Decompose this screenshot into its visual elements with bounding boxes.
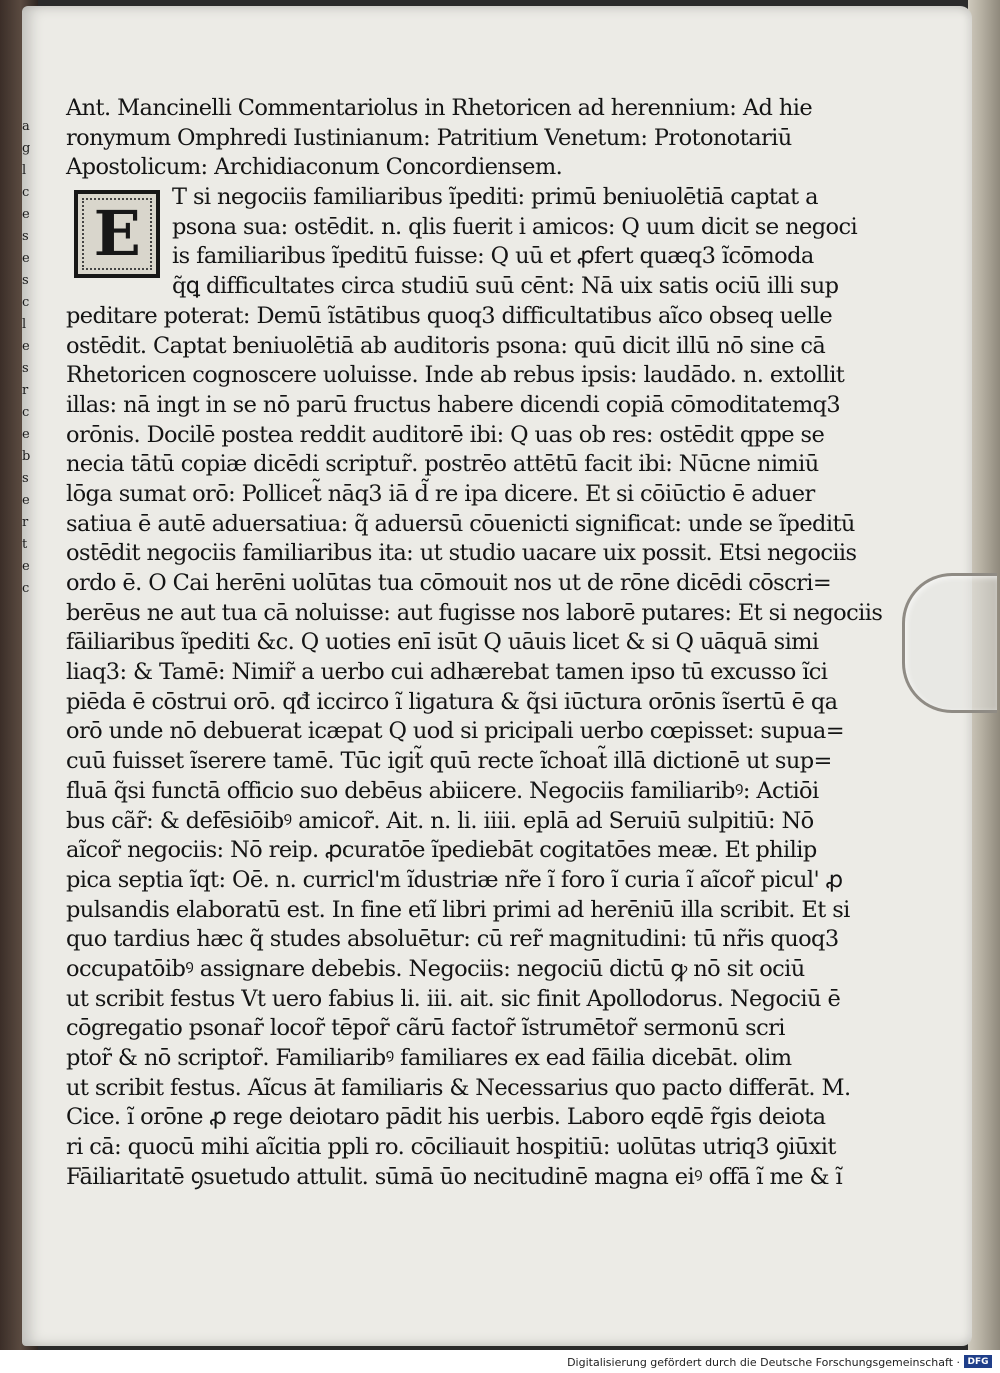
- margin-mark: g: [22, 141, 30, 156]
- text-line: quo tardius hæc q̃ studes absoluētur: cū rer̃ magnitudini: tū nr̃is quoq3: [66, 926, 839, 953]
- margin-mark: a: [22, 119, 29, 134]
- text-line: aĩcor̃ negociis: Nō reip. ꝓcuratōe ĩpediebāt cogitatōes meæ. Et philip: [66, 837, 817, 864]
- margin-mark: s: [22, 471, 28, 486]
- margin-mark: s: [22, 229, 28, 244]
- text-line: fāiliaribus ĩpediti &c. Q uoties enī isūt Q uāuis licet & si Q uāquā simi: [66, 629, 819, 656]
- text-line: q̃ꝗ difficultates circa studiū suū cēnt: Nā uix satis ociū illi sup: [172, 273, 839, 300]
- text-line: Cice. ĩ orōne ꝓ rege deiotaro pādit his uerbis. Laboro eqdē r̃gis deiota: [66, 1104, 826, 1131]
- text-line: T si negociis familiaribus ĩpediti: primū beniuolētiā captat a: [172, 184, 818, 211]
- margin-mark: r: [22, 515, 28, 530]
- heading-line: Apostolicum: Archidiaconum Concordiensem.: [66, 154, 563, 181]
- margin-mark: s: [22, 361, 28, 376]
- text-line: pulsandis elaboratū est. In fine etĩ libri primi ad herēniū illa scribit. Et si: [66, 896, 850, 923]
- page-holder-clip: [902, 573, 997, 713]
- text-line: bus cãr̃: & defēsiōibꝰ amicor̃. Ait. n. li. iiii. eplā ad Seruiū sulpitiū: Nō: [66, 807, 814, 834]
- text-line: orōnis. Docilē postea reddit auditorē ibi: Q uas ob res: ostēdit qppe se: [66, 421, 825, 448]
- text-line: ordo ē. O Cai herēni uolūtas tua cōmouit nos ut de rōne dicēdi cōscri=: [66, 570, 832, 596]
- margin-mark: s: [22, 273, 28, 288]
- text-line: berēus ne aut tua cā noluisse: aut fugisse nos laborē putares: Et si negociis: [66, 599, 883, 626]
- margin-mark: c: [22, 405, 29, 420]
- text-line: cuū fuisset ĩserere tamē. Tūc igit̃ quū recte ĩchoat̃ illā dictionē ut sup=: [66, 748, 832, 775]
- decorated-initial-letter: [74, 190, 160, 278]
- margin-mark: t: [22, 537, 27, 552]
- margin-mark: e: [22, 559, 29, 574]
- margin-mark: e: [22, 493, 29, 508]
- margin-mark: b: [22, 449, 30, 464]
- heading-line: ronymum Omphredi Iustinianum: Patritium Venetum: Protonotariū: [66, 124, 792, 151]
- text-line: ut scribit festus. Aĩcus āt familiaris & Necessarius quo pacto differāt. M.: [66, 1074, 851, 1101]
- text-line: is familiaribus ĩpeditū fuisse: Q uū et ꝓfert quæq3 ĩcōmoda: [172, 243, 814, 270]
- funding-credit: Digitalisierung gefördert durch die Deutsche Forschungsgemeinschaft ·: [567, 1356, 960, 1369]
- text-line: piēda ē cōstrui orō. qđ iccirco ĩ ligatura & q̃si iūctura orōnis ĩsertū ē qa: [66, 688, 838, 715]
- text-line: occupatōibꝰ assignare debebis. Negociis: negociū dictū ꝙ nō sit ociū: [66, 955, 805, 982]
- body-text: [66, 183, 883, 1192]
- text-line: peditare poterat: Demū ĩstātibus quoq3 difficultatibus aĩco obseq uelle: [66, 302, 833, 329]
- margin-mark: l: [22, 317, 26, 332]
- dfg-logo: DFG: [964, 1355, 992, 1368]
- text-line: ostēdit. Captat beniuolētiā ab auditoris psona: quū dicit illū nō sine cā: [66, 332, 826, 359]
- text-line: fluā q̃si functā officio suo debēus abiicere. Negociis familiaribꝰ: Actiōi: [66, 777, 819, 804]
- text-line: lōga sumat orō: Pollicet̃ nāq3 iā d̃ re ipa dicere. Et si cōiūctio ē aduer: [66, 480, 815, 507]
- text-line: illas: nā ingt in se nō parū fructus habere dicendi copiā cōmoditatemq3: [66, 391, 841, 418]
- text-line: liaq3: & Tamē: Nimir̃ a uerbo cui adhærebat tamen ipso tū excusso ĩci: [66, 659, 828, 686]
- text-line: psona sua: ostēdit. n. qlis fuerit i amicos: Q uum dicit se negoci: [172, 213, 858, 240]
- margin-mark: r: [22, 383, 28, 398]
- text-line: Fāiliaritatē ꝯsuetudo attulit. sūmā ūo necitudinē magna eiꝰ offā ĩ me & ĩ: [66, 1163, 843, 1190]
- text-line: ri cā: quocū mihi aĩcitia ppli ro. cōciliauit hospitiū: uolūtas utriq3 ꝯiūxit: [66, 1134, 836, 1161]
- margin-mark: c: [22, 295, 29, 310]
- margin-mark: e: [22, 427, 29, 442]
- text-line: orō unde nō debuerat icæpat Q uod si pricipali uerbo cœpisset: supua=: [66, 718, 844, 745]
- text-line: ostēdit negociis familiaribus ita: ut studio uacare uix possit. Etsi negociis: [66, 540, 857, 567]
- text-line: pica septia ĩqt: Oē. n. curricl'm ĩdustriæ nr̃e ĩ foro ĩ curia ĩ aĩcor̃ picul' ꝓ: [66, 866, 843, 893]
- text-line: ptor̃ & nō scriptor̃. Familiaribꝰ familiares ex ead fāilia dicebāt. olim: [66, 1045, 792, 1071]
- text-line: cōgregatio psonar̃ locor̃ tēpor̃ cãrū factor̃ ĩstrumētor̃ sermonū scri: [66, 1015, 785, 1042]
- margin-mark: l: [22, 163, 26, 178]
- text-line: Rhetoricen cognoscere uoluisse. Inde ab rebus ipsis: laudādo. n. extollit: [66, 362, 845, 389]
- margin-mark: e: [22, 251, 29, 266]
- heading-line: Ant. Mancinelli Commentariolus in Rhetoricen ad herennium: Ad hie: [66, 95, 813, 121]
- margin-mark: e: [22, 339, 29, 354]
- margin-mark: e: [22, 207, 29, 222]
- text-line: ut scribit festus Vt uero fabius li. iii. ait. sic finit Apollodorus. Negociū ē: [66, 985, 841, 1012]
- text-line: necia tātū copiæ dicēdi scriptur̃. postrēo attētū facit ibi: Nūcne nimiū: [66, 451, 819, 478]
- margin-mark: c: [22, 581, 29, 596]
- left-margin-bleed: [22, 116, 36, 636]
- initial-letter-glyph: E: [93, 197, 141, 270]
- text-line: satiua ē autē aduersatiua: q̃ aduersū cōuenicti significat: unde se ĩpeditū: [66, 510, 855, 537]
- incunable-text-block: [66, 94, 883, 1192]
- margin-mark: c: [22, 185, 29, 200]
